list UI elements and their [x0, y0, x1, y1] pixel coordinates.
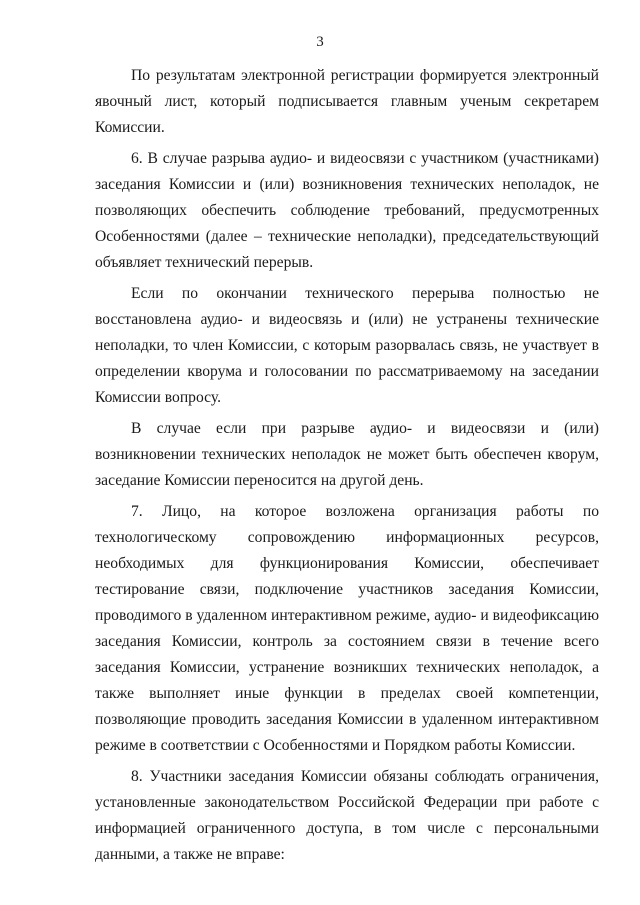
paragraph-item-7: 7. Лицо, на которое возложена организация работы по технологическому сопровождению информационных ресурсов, необходимых для функционирования Комиссии, обеспечивает тестирование связи, подключение участников заседания Комиссии, проводимого в удаленном интерактивном режиме, аудио- и видеофиксацию заседания Комиссии, контроль за состоянием связи в течение всего заседания Комиссии, устранение возникших технических неполадок, а также выполняет иные функции в пределах своей компетенции, позволяющие проводить заседания Комиссии в удаленном интерактивном режиме в соответствии с Особенностями и Порядком работы Комиссии.: [95, 503, 599, 754]
paragraph-quorum: В случае если при разрыве аудио- и видеосвязи и (или) возникновении технических неполадок не может быть обеспечен кворум, заседание Комиссии переносится на другой день.: [95, 420, 599, 489]
paragraph-item-8: 8. Участники заседания Комиссии обязаны соблюдать ограничения, установленные законодательством Российской Федерации при работе с информацией ограниченного доступа, в том числе с персональными данными, а также не вправе:: [95, 768, 599, 863]
paragraph-item-6: 6. В случае разрыва аудио- и видеосвязи с участником (участниками) заседания Комиссии и (или) возникновения технических неполадок, не позволяющих обеспечить соблюдение требований, предусмотренных Особенностями (далее – технические неполадки), председательствующий объявляет технический перерыв.: [95, 150, 599, 271]
paragraph-break-not-restored: Если по окончании технического перерыва полностью не восстановлена аудио- и видеосвязь и (или) не устранены технические неполадки, то член Комиссии, с которым разорвалась связь, не участвует в определении кворума и голосовании по рассматриваемому на заседании Комиссии вопросу.: [95, 285, 599, 406]
page-number: 3: [316, 34, 324, 50]
document-body: [95, 63, 599, 868]
paragraph-registration: По результатам электронной регистрации формируется электронный явочный лист, который подписывается главным ученым секретарем Комиссии.: [95, 67, 599, 136]
